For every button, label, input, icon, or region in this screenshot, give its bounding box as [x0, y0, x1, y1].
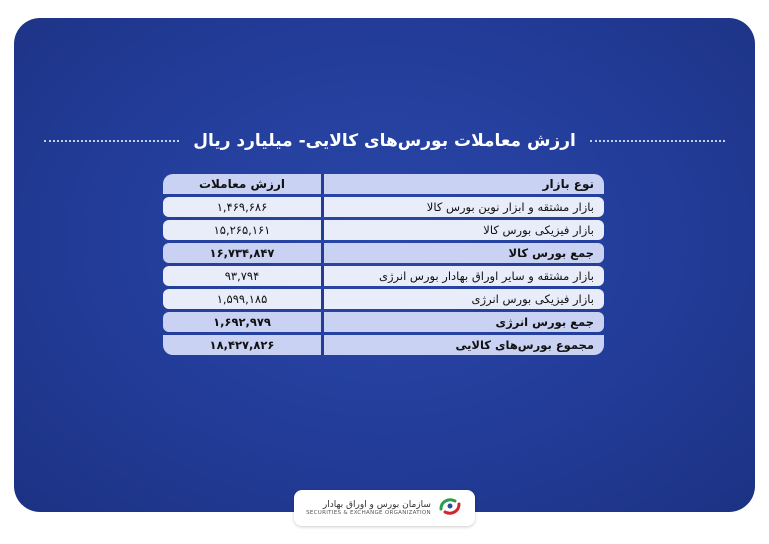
- table-row: [163, 197, 604, 217]
- market-type-cell: بازار مشتقه و ابزار نوین بورس کالا: [324, 197, 604, 217]
- title-row: [44, 126, 725, 156]
- trade-value-cell: ۱,۶۹۲,۹۷۹: [163, 312, 324, 332]
- table-row: [163, 220, 604, 240]
- header-market-type: نوع بازار: [324, 174, 604, 194]
- market-type-cell: جمع بورس کالا: [324, 243, 604, 263]
- dotted-rule-right: [590, 140, 725, 142]
- org-name-fa: سازمان بورس و اوراق بهادار: [322, 500, 431, 510]
- trade-value-cell: ۱,۴۶۹,۶۸۶: [163, 197, 324, 217]
- subtotal-row: [163, 243, 604, 263]
- table-row: [163, 289, 604, 309]
- header-trade-value: ارزش معاملات: [163, 174, 324, 194]
- table-body: [163, 197, 604, 355]
- seo-logo-icon: [437, 495, 463, 521]
- market-type-cell: بازار مشتقه و سایر اوراق بهادار بورس انرژی: [324, 266, 604, 286]
- table-row: [163, 266, 604, 286]
- market-type-cell: مجموع بورس‌های کالایی: [324, 335, 604, 355]
- trade-value-cell: ۱۵,۲۶۵,۱۶۱: [163, 220, 324, 240]
- logo-text: [306, 500, 431, 516]
- org-name-en: SECURITIES & EXCHANGE ORGANIZATION: [306, 510, 431, 516]
- trade-value-cell: ۱۸,۴۲۷,۸۲۶: [163, 335, 324, 355]
- trade-value-table: [163, 171, 604, 358]
- dotted-rule-left: [44, 140, 179, 142]
- footer: [0, 490, 769, 526]
- organization-logo: [294, 490, 475, 526]
- table-header-row: [163, 174, 604, 194]
- market-type-cell: جمع بورس انرژی: [324, 312, 604, 332]
- market-type-cell: بازار فیزیکی بورس انرژی: [324, 289, 604, 309]
- market-type-cell: بازار فیزیکی بورس کالا: [324, 220, 604, 240]
- grand-total-row: [163, 335, 604, 355]
- subtotal-row: [163, 312, 604, 332]
- page-title: ارزش معاملات بورس‌های کالایی- میلیارد ریال: [193, 131, 576, 151]
- trade-value-cell: ۹۳,۷۹۴: [163, 266, 324, 286]
- trade-value-cell: ۱,۵۹۹,۱۸۵: [163, 289, 324, 309]
- trade-value-cell: ۱۶,۷۳۴,۸۴۷: [163, 243, 324, 263]
